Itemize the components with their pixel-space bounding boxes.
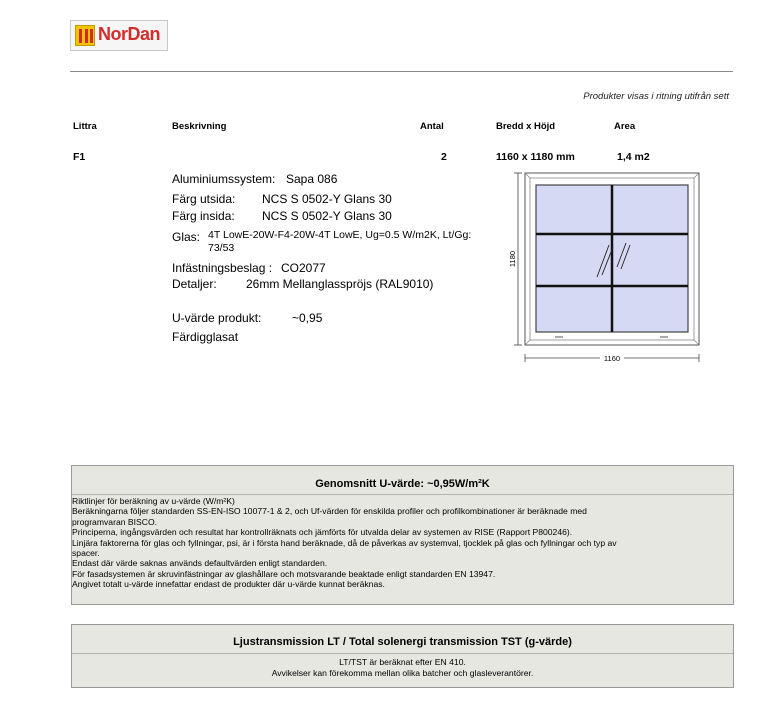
window-drawing <box>505 165 705 370</box>
row-area: 1,4 m2 <box>617 151 650 163</box>
u-value-panel-body <box>72 496 727 590</box>
u-value-line: Linjära faktorerna för glas och fyllningar, psi, är i första hand beräknade, då de påverkas av systemval, tjocklek på glas och fyllningar och typ av <box>72 537 617 548</box>
u-value-panel-title: Genomsnitt U-värde: ~0,95W/m²K <box>315 478 490 490</box>
logo-wordmark: NorDan <box>98 24 161 44</box>
u-value-line: För fasadsystemen är skruvinfästningar av glashållare och motsvarande beaktade enligt standarden EN 13947. <box>72 568 496 579</box>
light-transmission-panel <box>71 624 734 688</box>
header-littra: Littra <box>73 121 97 132</box>
details-value: 26mm Mellanglasspröjs (RAL9010) <box>246 277 434 291</box>
u-value-panel <box>71 465 734 605</box>
nordan-logo <box>70 20 168 51</box>
header-area: Area <box>614 121 636 132</box>
inside-color-value: NCS S 0502-Y Glans 30 <box>262 209 392 223</box>
lt-panel-line2: Avvikelser kan förekomma mellan olika batcher och glasleverantörer. <box>271 668 534 678</box>
lt-panel-line1: LT/TST är beräknat efter EN 410. <box>339 657 466 667</box>
fitting-label: Infästningsbeslag : <box>172 261 273 275</box>
header-antal: Antal <box>420 121 444 132</box>
row-size: 1160 x 1180 mm <box>496 151 575 163</box>
glass-label: Glas: <box>172 230 201 244</box>
inside-color-label: Färg insida: <box>172 209 235 223</box>
details-label: Detaljer: <box>172 277 217 291</box>
glass-value-line1: 4T LowE-20W-F4-20W-4T LowE, Ug=0.5 W/m2K, Lt/Gg: <box>208 229 472 241</box>
height-dimension-label: 1180 <box>508 250 517 268</box>
view-note: Produkter visas i ritning utifrån sett <box>583 91 729 102</box>
width-dimension-label: 1160 <box>603 354 621 363</box>
row-antal: 2 <box>441 151 447 163</box>
u-value-line: programvaran BISCO. <box>72 516 158 527</box>
header-size: Bredd x Höjd <box>496 121 556 132</box>
row-littra: F1 <box>73 151 86 163</box>
header-beskrivning: Beskrivning <box>172 121 227 132</box>
lt-panel-title: Ljustransmission LT / Total solenergi transmission TST (g-värde) <box>233 636 572 648</box>
glass-value-line2: 73/53 <box>208 242 235 254</box>
finish-text: Färdigglasat <box>172 330 239 344</box>
system-label: Aluminiumssystem: <box>172 172 276 186</box>
u-value-value: ~0,95 <box>292 311 323 325</box>
lt-panel-separator <box>72 653 733 654</box>
u-value-line: Endast där värde saknas används defaultvärden enligt standarden. <box>72 558 328 569</box>
fitting-value: CO2077 <box>281 261 326 275</box>
u-value-line: Riktlinjer för beräkning av u-värde (W/m²K) <box>72 496 235 506</box>
header-divider <box>70 71 733 72</box>
system-value: Sapa 086 <box>286 172 338 186</box>
u-value-line: Beräkningarna följer standarden SS-EN-ISO 10077-1 & 2, och Uf-värden för enskilda profiler och profilkombinationer är beräknade med <box>72 506 587 517</box>
logo-mark-icon <box>75 25 95 46</box>
u-value-line: Angivet totalt u-värde innefattar endast de produkter där u-värde kunnat beräknas. <box>72 579 385 590</box>
outside-color-value: NCS S 0502-Y Glans 30 <box>262 192 392 206</box>
u-value-line: spacer. <box>72 548 100 559</box>
u-value-panel-separator <box>72 494 733 495</box>
u-value-line: Principerna, ingångsvärden och resultat har kontrollräknats och jämförts för utvalda delar av systemen av RISE (Rapport P800246). <box>72 527 573 538</box>
outside-color-label: Färg utsida: <box>172 192 236 206</box>
u-value-label: U-värde produkt: <box>172 311 262 325</box>
